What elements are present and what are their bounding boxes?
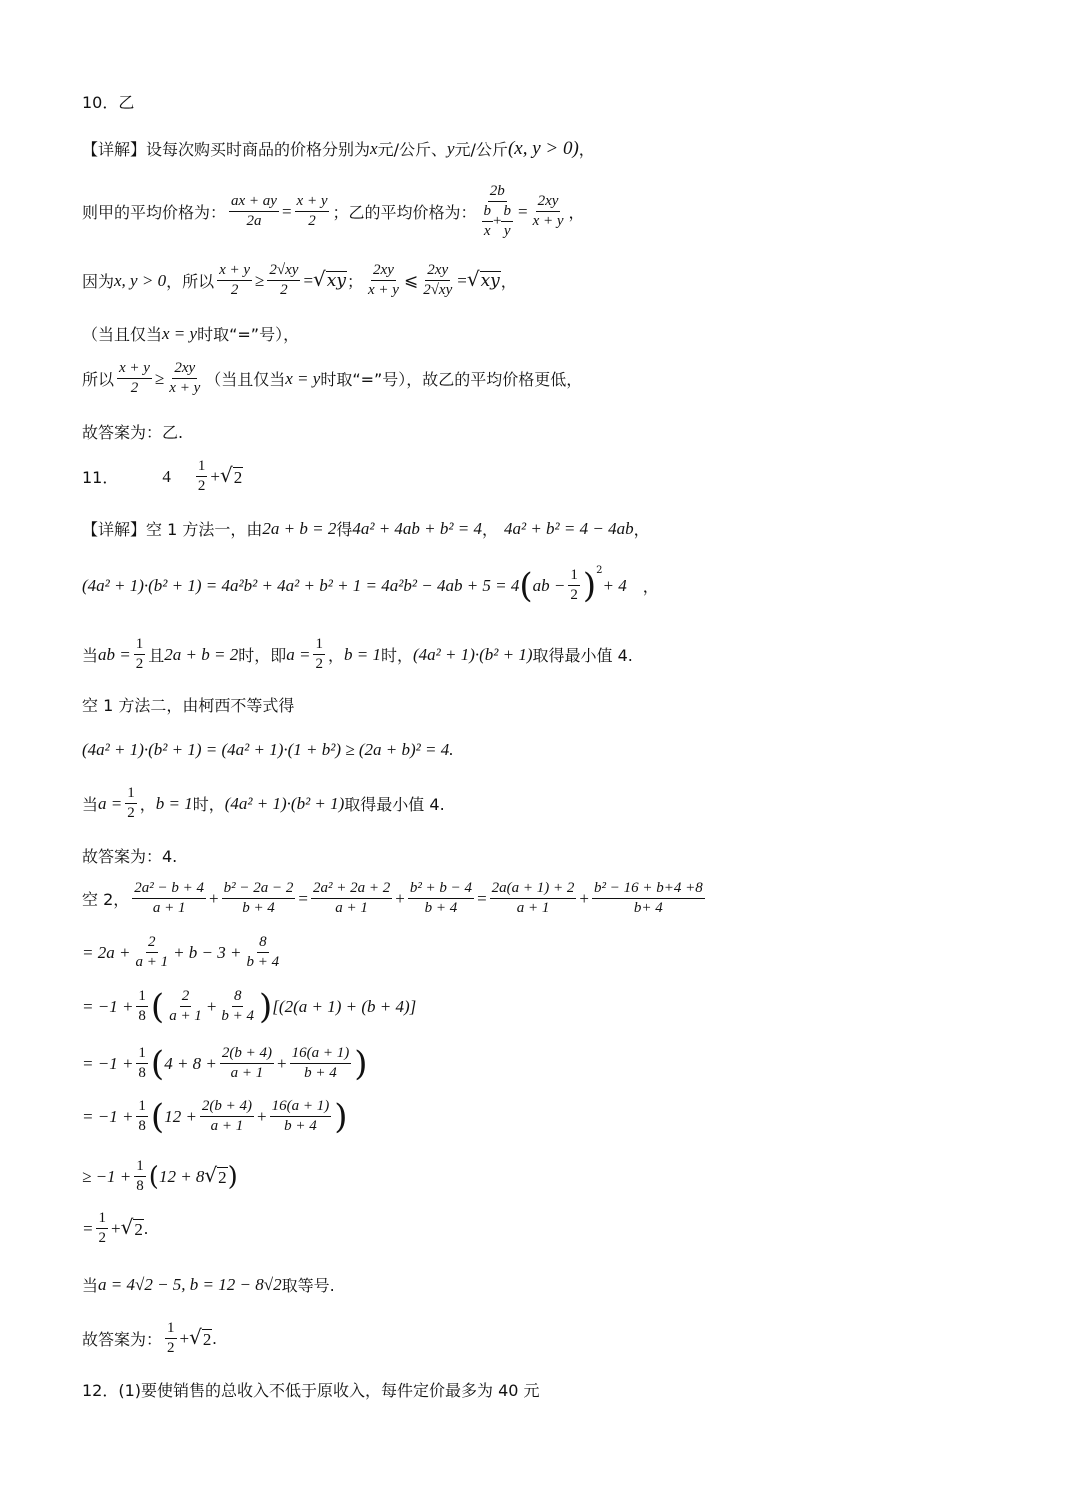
fraction: $\frac{1}{2}$: [197, 458, 206, 494]
square-root: √ xy: [466, 267, 500, 292]
fraction: $\frac{1}{2}$: [570, 567, 578, 603]
fraction: $\frac{1}{2}$: [127, 785, 135, 821]
fraction: $\frac{1}{8}$: [136, 1158, 144, 1194]
fraction: $\frac{\text{b² + b − 4}}{b + 4}$: [409, 880, 473, 916]
q11-blank2-step4: = −1 + $\frac{1}{8}$ ( 4 + 8 + $\frac{2(b + 4)}{a + 1}$ + $\frac{16(a + 1)}{b + 4}$ ): [82, 1043, 368, 1084]
q12-heading: 12．(1)要使销售的总收入不低于原收入，每件定价最多为 40 元: [82, 1381, 540, 1400]
fraction: $\frac{16(a + 1)}{b + 4}$: [271, 1098, 330, 1134]
fraction: $\frac{\text{2a² − b + 4}}{a + 1}$: [134, 880, 205, 916]
fraction: $\frac{1}{2}$: [135, 636, 144, 672]
fraction: $\frac{2a(a + 1) + 2}{a + 1}$: [491, 880, 575, 916]
q11-blank2-step3: = −1 + $\frac{1}{8}$ ( $\frac{2}{a + 1}$ + $\frac{8}{b + 4}$ ) [(2(a + 1) + (b + 4)]: [82, 986, 417, 1027]
fraction: $\frac{1}{8}$: [138, 1098, 146, 1134]
q10-equality-note: （当且仅当 x = y 时取“=”号），: [82, 323, 300, 344]
fraction: $\frac{2xy}{2√xy}$: [423, 262, 453, 298]
q11-expansion-line: (4a² + 1)·(b² + 1) = 4a²b² + 4a² + b² + 1 = 4a²b² − 4ab + 5 = 4 ( ab − $\frac{1}{2}$ ) $^2$ + 4 ，: [82, 565, 659, 606]
fraction: $\frac{1}{8}$: [138, 988, 146, 1024]
detail-label: 【详解】: [82, 140, 147, 159]
q11-blank2-step2: = 2a + $\frac{2}{a + 1}$ + b − 3 + $\frac{8}{b + 4}$: [82, 934, 280, 970]
square-root: √ 2: [189, 1325, 212, 1350]
fraction: $\frac{1}{8}$: [138, 1045, 146, 1081]
compound-fraction: 2b $\frac{b}{x}$ + $\frac{b}{y}$: [483, 183, 511, 239]
square-root: √ 2: [219, 463, 243, 488]
q11-blank2-step7: = $\frac{1}{2}$ + √ 2 .: [82, 1210, 149, 1246]
square-root: √ 2: [120, 1215, 143, 1240]
q11-heading: 11． 4 $\frac{1}{2}$ + √ 2: [82, 458, 243, 494]
q11-minimum-condition-2: 当 a = $\frac{1}{2}$ ， b = 1 时， (4a² + 1)·(b² + 1) 取得最小值 4.: [82, 785, 445, 821]
fraction: $\frac{2}{a + 1}$: [135, 934, 169, 970]
fraction: $\frac{2xy}{x + y}$: [532, 193, 564, 229]
q11-blank2-step6: ≥ −1 + $\frac{1}{8}$ ( 12 + 8 √ 2 ): [82, 1158, 238, 1194]
fraction: $\frac{1}{2}$: [315, 636, 323, 672]
fraction: $\frac{2√xy}{2}$: [269, 262, 299, 298]
fraction: $\frac{ax + ay}{2a}$: [231, 193, 277, 229]
fraction: $\frac{8}{b + 4}$: [246, 934, 280, 970]
q10-average-price-line: 则甲的平均价格为： $\frac{ax + ay}{2a}$ = $\frac{x + y}{2}$ ；乙的平均价格为： 2b $\frac{b}{x}$ + $\frac{b}{y}$ = $\frac{2xy}{x + y}$ ，: [82, 183, 585, 239]
fraction: $\frac{2(b + 4)}{a + 1}$: [201, 1098, 253, 1134]
q11-detail-line: 【详解】 空 1 方法一，由 2a + b = 2 得 4a² + 4ab + b² = 4 ， 4a² + b² = 4 − 4ab ，: [82, 518, 650, 539]
q11-answer-2: 故答案为： $\frac{1}{2}$ + √ 2 .: [82, 1320, 217, 1356]
q11-blank2-step1: 空 2， $\frac{\text{2a² − b + 4}}{a + 1}$ + $\frac{\text{b² − 2a − 2}}{b + 4}$ = $\frac{\text{2a² + 2a + 2}}{a + 1}$ + $\frac{\text{b² + b − 4}}{b + 4}$ = $\frac{2a(a + 1) + 2}{a + 1}$ + $\frac{\text{b² − 16 + b+4 +8}}{b+ 4}$: [82, 880, 703, 916]
q11-equality-condition: 当 a = 4√2 − 5, b = 12 − 8√2 取等号.: [82, 1274, 335, 1295]
fraction: $\frac{1}{2}$: [98, 1210, 106, 1246]
fraction: $\frac{2(b + 4)}{a + 1}$: [221, 1045, 273, 1081]
fraction: $\frac{x + y}{2}$: [219, 262, 251, 298]
fraction: $\frac{1}{2}$: [167, 1320, 175, 1356]
fraction: $\frac{2xy}{x + y}$: [368, 262, 399, 298]
square-root: √ 2: [204, 1163, 227, 1188]
q10-because-line: 因为 x, y > 0 ，所以 $\frac{x + y}{2}$ ≥ $\frac{2√xy}{2}$ = √ xy ； $\frac{2xy}{x + y}$ ⩽ $\frac{2xy}{2√xy}$ = √ xy ，: [82, 262, 517, 298]
fraction: $\frac{\text{b² − 16 + b+4 +8}}{b+ 4}$: [593, 880, 703, 916]
fraction: $\frac{16(a + 1)}{b + 4}$: [291, 1045, 350, 1081]
q11-blank2-step5: = −1 + $\frac{1}{8}$ ( 12 + $\frac{2(b + 4)}{a + 1}$ + $\frac{16(a + 1)}{b + 4}$ ): [82, 1096, 348, 1137]
q10-conclusion-line: 所以 $\frac{x + y}{2}$ ≥ $\frac{2xy}{x + y}$ （当且仅当 x = y 时取“=”号），故乙的平均价格更低，: [82, 360, 583, 396]
fraction: $\frac{x + y}{2}$: [296, 193, 328, 229]
q10-detail-line: 【详解】 设每次购买时商品的价格分别为 x 元/公斤、 y 元/公斤 (x, y > 0) ，: [82, 137, 595, 159]
fraction: $\frac{2}{a + 1}$: [169, 988, 202, 1024]
fraction: $\frac{x + y}{2}$: [119, 360, 150, 396]
q11-method-2: 空 1 方法二，由柯西不等式得: [82, 696, 295, 715]
detail-label: 【详解】: [82, 520, 147, 539]
fraction: $\frac{8}{b + 4}$: [221, 988, 255, 1024]
q11-answer-1: 故答案为：4.: [82, 847, 178, 866]
q11-cauchy-line: (4a² + 1)·(b² + 1) = (4a² + 1)·(1 + b²) ≥ (2a + b)² = 4.: [82, 740, 454, 759]
fraction: $\frac{\text{b² − 2a − 2}}{b + 4}$: [223, 880, 294, 916]
square-root: √ xy: [313, 267, 346, 292]
fraction: $\frac{2xy}{x + y}$: [169, 360, 201, 396]
fraction: $\frac{\text{2a² + 2a + 2}}{a + 1}$: [312, 880, 391, 916]
q10-answer: 故答案为：乙.: [82, 423, 184, 442]
q10-heading: 10．乙: [82, 93, 135, 112]
q11-minimum-condition-1: 当 ab = $\frac{1}{2}$ 且 2a + b = 2 时，即 a = $\frac{1}{2}$ ， b = 1 时， (4a² + 1)·(b² + 1) 取得最小值 4.: [82, 636, 633, 672]
